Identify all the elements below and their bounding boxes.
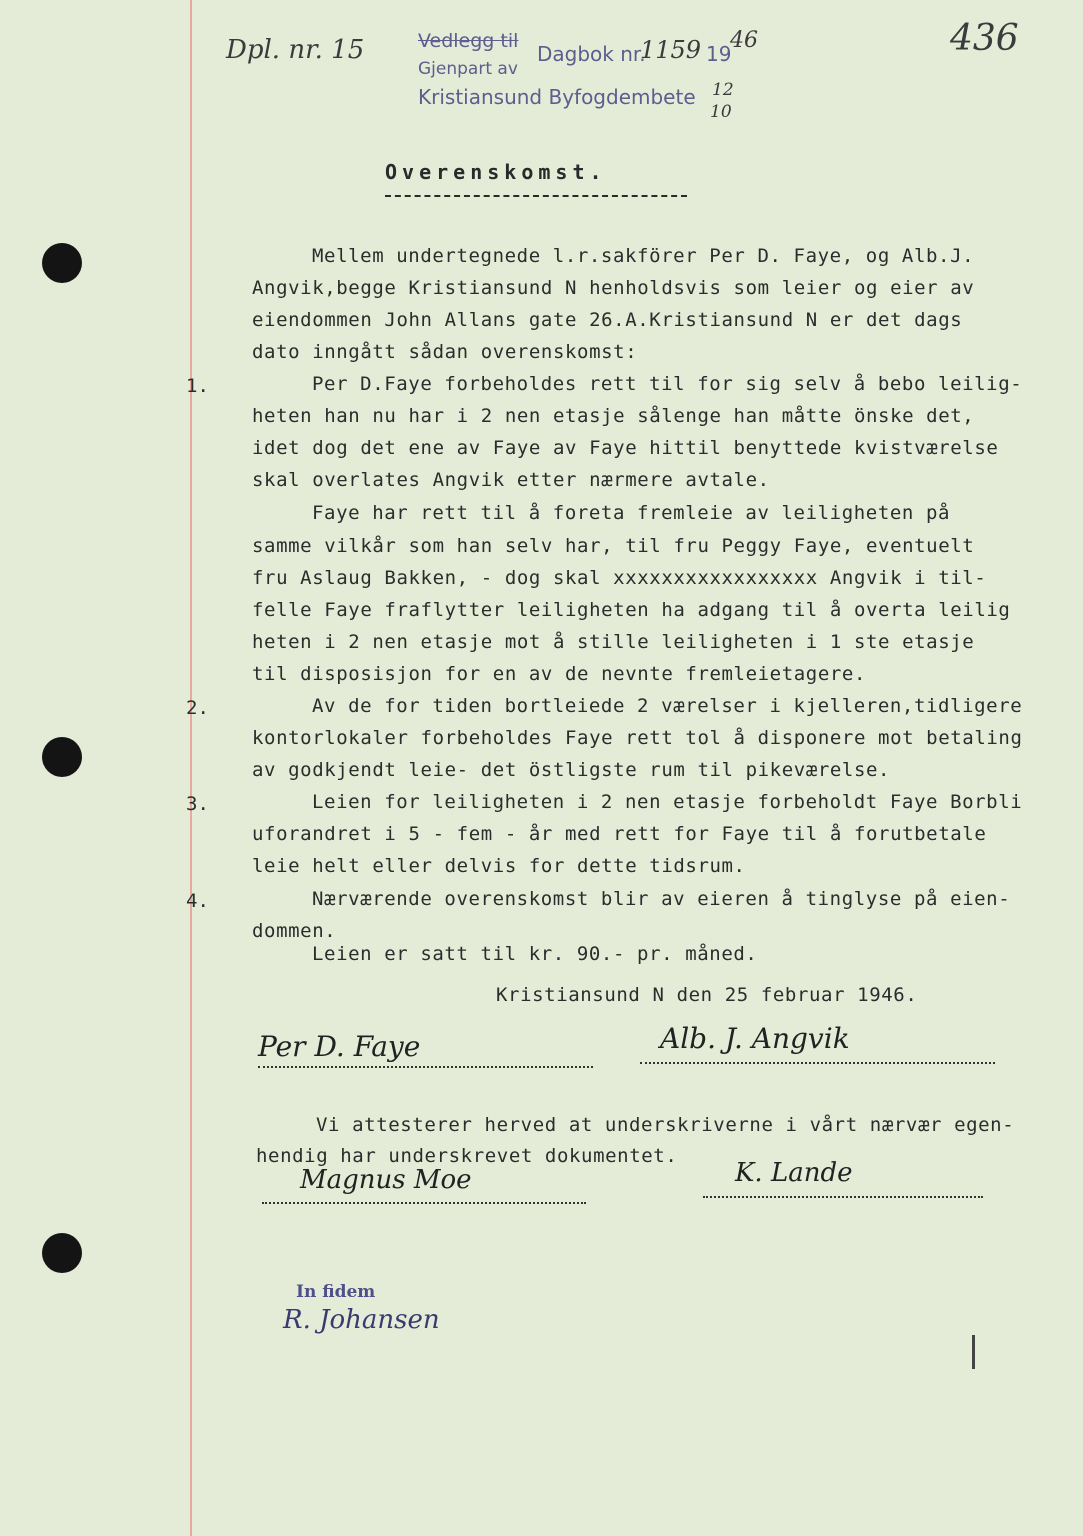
dagbok-date-top: 12: [712, 80, 734, 100]
body-line: dato inngått sådan overenskomst:: [252, 341, 638, 363]
clause-number: 4.: [186, 890, 209, 912]
body-line: Per D.Faye forbeholdes rett til for sig selv å bebo leilig-: [312, 373, 1023, 395]
in-fidem-stamp: In fidem: [296, 1282, 376, 1302]
stamp-line-1: Vedlegg til: [418, 30, 519, 52]
body-line: Faye har rett til å foreta fremleie av leiligheten på: [312, 502, 951, 524]
witness-signature-1: Magnus Moe: [300, 1165, 472, 1195]
signature-line: [258, 1066, 593, 1068]
witness-line: [703, 1196, 983, 1198]
body-line: Leien for leiligheten i 2 nen etasje forbeholdt Faye Borbli: [312, 791, 1023, 813]
dagbok-year-prefix: 19: [706, 42, 732, 66]
clause-number: 1.: [186, 375, 209, 397]
stamp-line-2: Gjenpart av: [418, 59, 518, 79]
body-line: idet dog det ene av Faye av Faye hittil benyttede kvistværelse: [252, 437, 999, 459]
dagbok-year: 46: [730, 28, 758, 53]
attest-line: Vi attesterer herved at underskriverne i vårt nærvær egen-: [316, 1114, 1015, 1136]
dagbok-date-bottom: 10: [710, 102, 732, 122]
body-line: leie helt eller delvis for dette tidsrum.: [252, 855, 746, 877]
body-line: felle Faye fraflytter leiligheten ha adgang til å overta leilig: [252, 599, 1011, 621]
body-line: Nærværende overenskomst blir av eieren å tinglyse på eien-: [312, 888, 1011, 910]
body-line: samme vilkår som han selv har, til fru Peggy Faye, eventuelt: [252, 535, 975, 557]
body-line: Angvik,begge Kristiansund N henholdsvis som leier og eier av: [252, 277, 975, 299]
body-line: eiendommen John Allans gate 26.A.Kristiansund N er det dags: [252, 309, 963, 331]
stamp-line-3: Kristiansund Byfogdembete: [418, 85, 696, 109]
body-line: av godkjendt leie- det östligste rum til pikeværelse.: [252, 759, 891, 781]
witness-line: [262, 1202, 586, 1204]
page-number: 436: [950, 18, 1019, 59]
ink-mark: [972, 1335, 975, 1369]
signature-angvik: Alb. J. Angvik: [660, 1022, 850, 1055]
witness-signature-2: K. Lande: [735, 1158, 853, 1188]
body-line: fru Aslaug Bakken, - dog skal xxxxxxxxxxxxxxxxx Angvik i til-: [252, 567, 987, 589]
reference-note: Dpl. nr. 15: [226, 35, 365, 65]
punch-hole-top: [42, 243, 82, 283]
clause-number: 3.: [186, 793, 209, 815]
margin-line: [190, 0, 192, 1536]
punch-hole-bottom: [42, 1233, 82, 1273]
body-line: til disposisjon for en av de nevnte fremleietagere.: [252, 663, 866, 685]
dagbok-label: Dagbok nr.: [537, 42, 646, 66]
attest-line: hendig har underskrevet dokumentet.: [256, 1145, 678, 1167]
body-line: Av de for tiden bortleiede 2 værelser i kjelleren,tidligere: [312, 695, 1023, 717]
body-line: kontorlokaler forbeholdes Faye rett tol å disponere mot betaling: [252, 727, 1023, 749]
body-line: skal overlates Angvik etter nærmere avtale.: [252, 469, 770, 491]
in-fidem-signature: R. Johansen: [283, 1305, 440, 1335]
body-line: uforandret i 5 - fem - år med rett for Faye til å forutbetale: [252, 823, 987, 845]
body-line: dommen.: [252, 920, 337, 942]
signature-faye: Per D. Faye: [258, 1030, 421, 1063]
dagbok-number: 1159: [640, 36, 702, 64]
document-title: Overenskomst.: [385, 160, 607, 184]
title-underline: [385, 195, 687, 197]
body-line: heten han nu har i 2 nen etasje sålenge han måtte önske det,: [252, 405, 975, 427]
body-line: Mellem undertegnede l.r.sakförer Per D. Faye, og Alb.J.: [312, 245, 975, 267]
punch-hole-middle: [42, 737, 82, 777]
signature-line: [640, 1062, 995, 1064]
body-line: heten i 2 nen etasje mot å stille leiligheten i 1 ste etasje: [252, 631, 975, 653]
clause-number: 2.: [186, 697, 209, 719]
place-date: Kristiansund N den 25 februar 1946.: [496, 984, 918, 1006]
body-line: Leien er satt til kr. 90.- pr. måned.: [312, 943, 758, 965]
